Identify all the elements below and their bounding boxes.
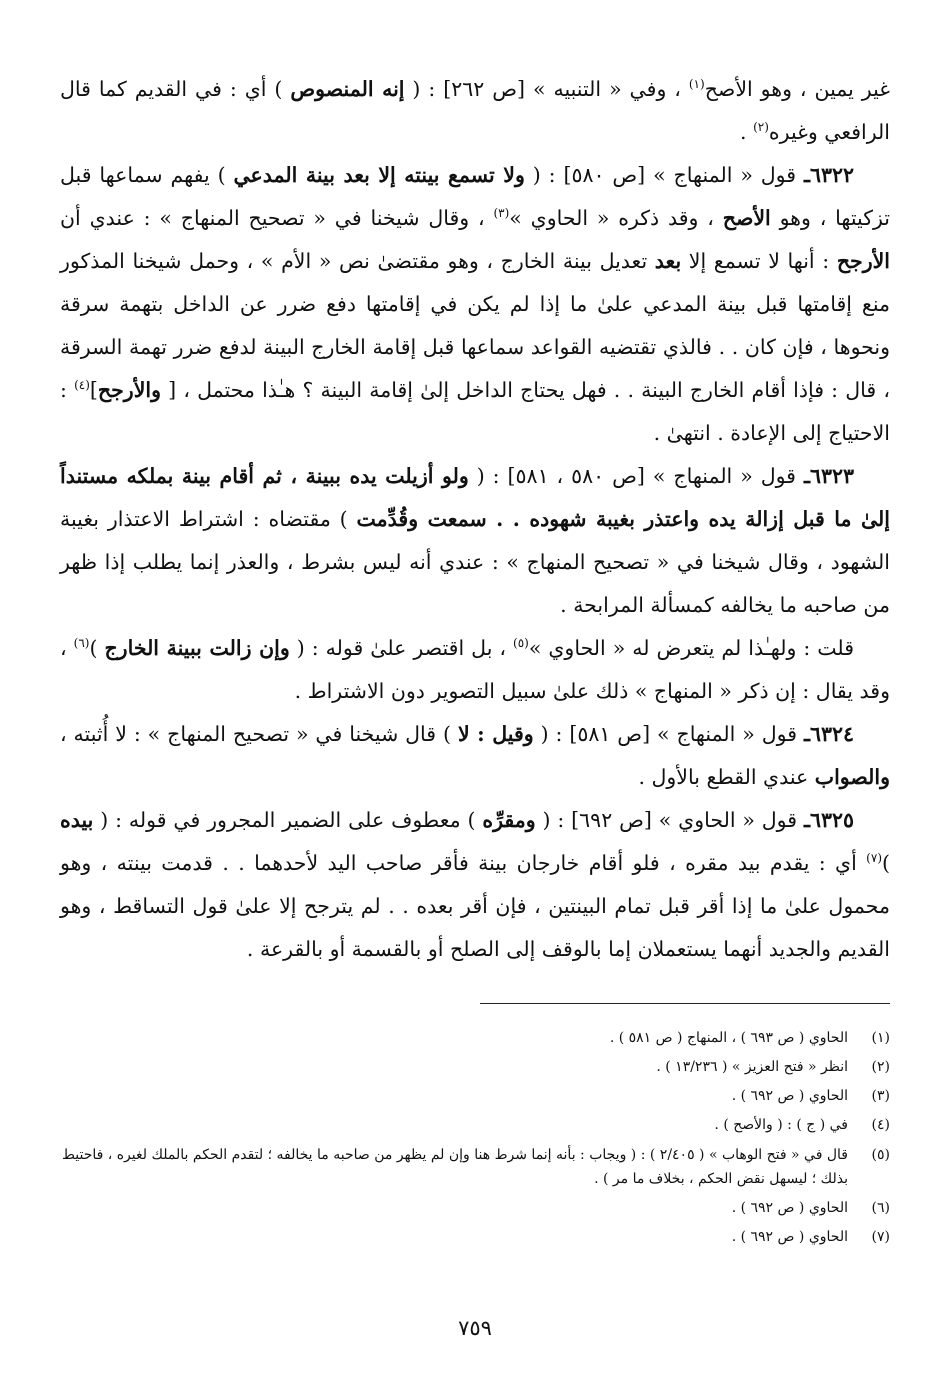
paragraph-6325 bbox=[60, 799, 890, 971]
footnote-number: (٢) bbox=[871, 1059, 890, 1075]
text-run: قول « الحاوي » [ص ٦٩٢] : ( bbox=[535, 808, 804, 832]
text-run: ) bbox=[882, 851, 890, 875]
quoted-text: وإن زالت ببينة الخارج bbox=[104, 636, 290, 660]
footnotes bbox=[60, 1024, 890, 1252]
quoted-text: وقيل : لا bbox=[457, 722, 534, 746]
footnote-ref[interactable]: (٥) bbox=[513, 636, 529, 651]
text-run: قول « المنهاج » [ص ٥٨٠ ، ٥٨١] : ( bbox=[468, 464, 804, 488]
quoted-term: الأرجح bbox=[836, 249, 891, 273]
footnote-number: (٤) bbox=[871, 1117, 890, 1133]
text-run: ، وفي « التنبيه » [ص ٢٦٢] : ( bbox=[404, 77, 689, 101]
text-run: ) أي : في القديم كما قال الرافعي وغيره bbox=[60, 77, 890, 144]
footnote-number: (٥) bbox=[871, 1147, 890, 1163]
issue-number: ٦٣٢٣ـ bbox=[803, 464, 854, 488]
quoted-term: ومقرِّه bbox=[482, 808, 536, 832]
footnote-text: قال في « فتح الوهاب » ( ٢/٤٠٥ ) : ( ويجاب : بأنه إنما شرط هنا وإن لم يظهر من صاحبه ما يخالفه ؛ لتقدم الحكم بالملك لغيره ، فاحتيط بذلك ؛ ليسهل نقض الحكم ، بخلاف ما مر ) . bbox=[61, 1147, 848, 1187]
text-run: ) قال شيخنا في « تصحيح المنهاج » : لا أُثبته ، bbox=[60, 722, 458, 746]
text-run: قلت : ولهـٰذا لم يتعرض له « الحاوي » bbox=[528, 636, 854, 660]
quoted-text: ولو أزيلت يده ببينة ، ثم أقام بينة بملكه مستنداً إلىٰ ما قبل إزالة يده واعتذر بغيبة شهوده . . سمعت وقُدِّمت bbox=[60, 464, 890, 531]
text-run: عندي القطع بالأول . bbox=[638, 765, 815, 789]
text-run: غير يمين ، وهو الأصح bbox=[704, 77, 890, 101]
footnote-text: انظر « فتح العزيز » ( ١٣/٢٣٦ ) . bbox=[656, 1059, 848, 1075]
quoted-text: ولا تسمع بينته إلا بعد بينة المدعي bbox=[233, 163, 525, 187]
footnote-text: الحاوي ( ص ٦٩٣ ) ، المنهاج ( ص ٥٨١ ) . bbox=[609, 1030, 848, 1046]
text-run: ) يفهم سماعها قبل تزكيتها ، وهو bbox=[60, 163, 890, 230]
footnote-text: الحاوي ( ص ٦٩٢ ) . bbox=[731, 1200, 848, 1216]
footnote-item bbox=[60, 1053, 890, 1082]
footnote-text: الحاوي ( ص ٦٩٢ ) . bbox=[731, 1088, 848, 1104]
footnote-item bbox=[60, 1143, 890, 1191]
paragraph-6323 bbox=[60, 455, 890, 627]
footnote-ref[interactable]: (٣) bbox=[493, 206, 510, 221]
footnote-ref[interactable]: (٤) bbox=[74, 378, 90, 393]
text-run: ، وقد ذكره « الحاوي » bbox=[509, 206, 723, 230]
paragraph-continuation bbox=[60, 68, 890, 154]
paragraph-6324 bbox=[60, 713, 890, 799]
issue-number: ٦٣٢٤ـ bbox=[803, 722, 854, 746]
footnote-number: (٣) bbox=[871, 1088, 890, 1104]
paragraph-comment bbox=[60, 627, 890, 713]
main-text bbox=[60, 68, 890, 971]
issue-number: ٦٣٢٢ـ bbox=[803, 163, 854, 187]
text-run: تعديل بينة الخارج ، وهو مقتضىٰ نص « الأم » ، وحمل شيخنا المذكور منع إقامتها قبل بينة المدعي علىٰ ما إذا لم يكن في إقامتها دفع ضرر عن الداخل بتهمة سرقة ونحوها ، فإن كان . . فالذي تقتضيه القواعد سماعها قبل إقامة الخارج البينة لدفع ضرر تهمة السرقة ، قال : فإذا أقام الخارج البينة . . فهل يحتاج الداخل إلىٰ إقامة البينة ؟ هـٰذا محتمل ، [ bbox=[60, 249, 890, 402]
text-run: أي : يقدم بيد مقره ، فلو أقام خارجان بينة فأقر صاحب اليد لأحدهما . . قدمت بينته ، وهو محمول علىٰ ما إذا أقر قبل تمام البينتين ، فإن أقر بعده . . لم يترجح إلا علىٰ قول التساقط ، وهو القديم والجديد أنهما يستعملان إما بالوقف إلى الصلح أو بالقسمة أو بالقرعة . bbox=[60, 851, 890, 961]
footnote-number: (٧) bbox=[871, 1229, 890, 1245]
footnote-item bbox=[60, 1194, 890, 1223]
text-run: قول « المنهاج » [ص ٥٨٠] : ( bbox=[524, 163, 804, 187]
footnote-item bbox=[60, 1024, 890, 1053]
footnote-number: (١) bbox=[871, 1030, 890, 1046]
quoted-term: والأرجح bbox=[97, 378, 161, 402]
quoted-term: الأصح bbox=[722, 206, 771, 230]
page-number: ٧٥٩ bbox=[458, 1316, 492, 1340]
footnote-item bbox=[60, 1223, 890, 1252]
footnote-ref[interactable]: (٦) bbox=[73, 636, 90, 651]
text-run: ) مقتضاه : اشتراط الاعتذار بغيبة الشهود ، وقال شيخنا في « تصحيح المنهاج » : عندي أنه ليس بشرط ، والعذر إنما يطلب إذا ظهر من صاحبه ما يخالفه كمسألة المرابحة . bbox=[60, 507, 890, 617]
footnote-text: الحاوي ( ص ٦٩٢ ) . bbox=[731, 1229, 848, 1245]
text-run: ) معطوف على الضمير المجرور في قوله : ( bbox=[93, 808, 483, 832]
text-run: : الاحتياج إلى الإعادة . انتهىٰ . bbox=[60, 378, 890, 445]
text-run: ) bbox=[89, 636, 105, 660]
issue-number: ٦٣٢٥ـ bbox=[803, 808, 855, 832]
text-run: ، وقال شيخنا في « تصحيح المنهاج » : عندي أن bbox=[60, 206, 494, 230]
footnote-separator bbox=[480, 1003, 890, 1004]
footnote-item bbox=[60, 1111, 890, 1140]
quoted-term: بعد bbox=[654, 249, 682, 273]
text-run: ، وقد يقال : إن ذكر « المنهاج » ذلك علىٰ سبيل التصوير دون الاشتراط . bbox=[60, 636, 890, 703]
footnote-ref[interactable]: (٧) bbox=[866, 851, 882, 866]
footnote-text: في ( ج ) : ( والأصح ) . bbox=[714, 1117, 848, 1133]
footnote-ref[interactable]: (١) bbox=[688, 77, 705, 92]
text-run: : أنها لا تسمع إلا bbox=[681, 249, 837, 273]
text-run: ، بل اقتصر علىٰ قوله : ( bbox=[289, 636, 514, 660]
footnote-item bbox=[60, 1082, 890, 1111]
text-run: . bbox=[740, 120, 754, 144]
footnote-ref[interactable]: (٢) bbox=[753, 120, 769, 135]
quoted-term: بيده bbox=[60, 808, 94, 832]
text-run: ] bbox=[89, 378, 98, 402]
quoted-term: إنه المنصوص bbox=[290, 77, 405, 101]
footnote-number: (٦) bbox=[871, 1200, 890, 1216]
paragraph-6322 bbox=[60, 154, 890, 455]
text-run: قول « المنهاج » [ص ٥٨١] : ( bbox=[533, 722, 804, 746]
quoted-term: والصواب bbox=[814, 765, 890, 789]
